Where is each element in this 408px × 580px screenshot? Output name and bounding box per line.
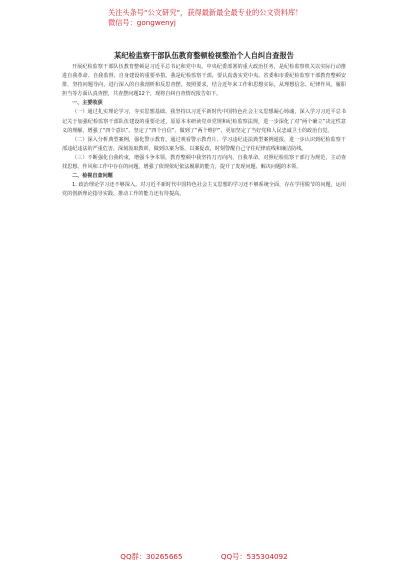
banner-line-2: 微信号：gongwenyj [108, 18, 176, 27]
document-title: 某纪检监察干部队伍教育整顿检视整治个人自纠自查报告 [114, 51, 294, 60]
banner-line-1: 关注头条号“公文研究”，获得最新最全最专业的公文资料库！ [108, 8, 303, 17]
intro-paragraph: 开展纪检监察干部队伍教育整顿是习近平总书记和党中央、中央纪委部署的重大政治任务，是纪检监察机关以实际行动推进自我革命、自我监督、自身建设的重要举措。我是纪检监察干部，要认真落实党中央、省委和市委纪检监察干部教育整顿安排，坚持问题导向，进行深入的自我剖析和反思查摆。按照要求，结合近年来工作和思想实际，从理想信念、纪律作风、履职担当等方面认真查摆，共查摆问题12个，现将自纠自查情况报告如下。 [62, 64, 346, 98]
section-heading-2: 二、检视自查问题 [72, 173, 113, 180]
qq-group: QQ群：30265665 [120, 552, 183, 561]
promo-banner [108, 8, 303, 28]
body-paragraph: 1. 政治理论学习还不够深入。对习近平新时代中国特色社会主义思想的学习还不够系统全面，存在学用脱节的问题，运用党的创新理论指导实践、推动工作的能力还有待提高。 [62, 182, 346, 198]
qq-number: QQ号：535304092 [220, 552, 288, 561]
body-paragraph: （一）通过扎实理论学习，夯实思想基础。我坚持以习近平新时代中国特色社会主义思想凝心铸魂，深入学习习近平总书记关于加强纪检监察干部队伍建设的重要论述，原原本本研读党章党规和纪检监察法规，进一步深化了对“两个确立”决定性意义的理解，增强了“四个意识”、坚定了“四个自信”、做到了“两个维护”，更加坚定了当好党和人民忠诚卫士的政治自觉。 [62, 109, 346, 134]
body-paragraph: （三）不断强化自我约束，增强斗争本领。教育整顿中我坚持刀刃向内、自我革命，对照纪检监察干部行为规范，主动查找思想、作风和工作中存在的问题，增强了依规依纪依法履职的能力，提升了发现问题、解决问题的本领。 [62, 154, 346, 171]
body-paragraph: （二）深入分析典型案例，强化警示教育。通过观看警示教育片、学习违纪违法典型案例通报，进一步认识到纪检监察干部违纪违法的严重危害，深刻汲取教训，做到以案为鉴、以案促改，时刻警醒自己守住纪律底线和廉洁防线。 [62, 136, 346, 152]
document-body [62, 63, 346, 199]
contact-footer [0, 552, 408, 562]
section-heading-1: 一、主要收获 [72, 100, 103, 107]
